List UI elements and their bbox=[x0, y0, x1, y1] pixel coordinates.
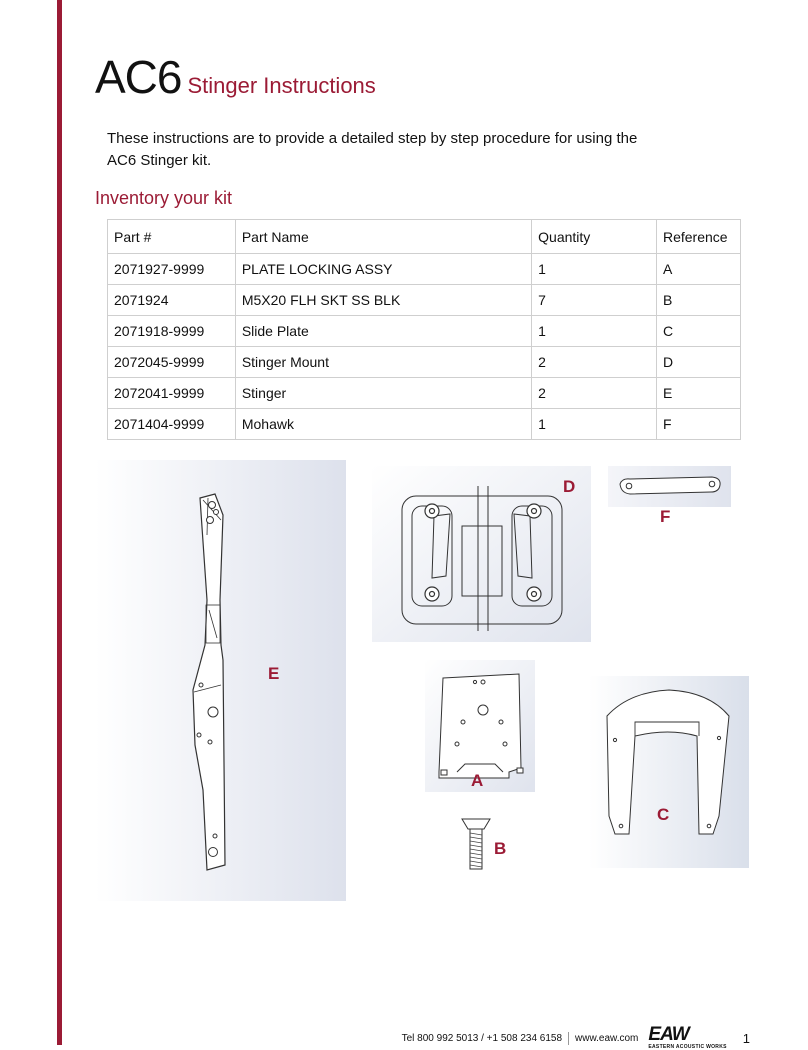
model-name: AC6 bbox=[95, 51, 182, 103]
left-accent-rule bbox=[57, 0, 62, 1045]
slide-plate-illustration bbox=[589, 676, 749, 868]
part-number-cell: 2071404-9999 bbox=[108, 409, 236, 440]
table-row bbox=[108, 285, 741, 316]
figure-label-c: C bbox=[657, 805, 670, 824]
reference-cell: B bbox=[656, 285, 740, 316]
inventory-table bbox=[107, 219, 741, 440]
page-footer bbox=[402, 1026, 750, 1050]
figure-label-f: F bbox=[660, 507, 671, 526]
figure-label-d: D bbox=[563, 477, 576, 496]
column-header-part-name: Part Name bbox=[235, 220, 531, 254]
quantity-cell: 1 bbox=[532, 316, 657, 347]
column-header-reference: Reference bbox=[656, 220, 740, 254]
eaw-logo-mark: EAW bbox=[648, 1024, 689, 1045]
column-header-part-number: Part # bbox=[108, 220, 236, 254]
page-number: 1 bbox=[742, 1030, 750, 1046]
quantity-cell: 1 bbox=[532, 409, 657, 440]
eaw-logo-tagline: EASTERN ACOUSTIC WORKS bbox=[648, 1044, 727, 1050]
table-row bbox=[108, 347, 741, 378]
part-name-cell: Mohawk bbox=[235, 409, 531, 440]
page-title bbox=[95, 50, 376, 104]
inventory-heading: Inventory your kit bbox=[95, 188, 233, 208]
quantity-cell: 7 bbox=[532, 285, 657, 316]
part-name-cell: Stinger Mount bbox=[235, 347, 531, 378]
stinger-illustration bbox=[95, 460, 346, 901]
part-number-cell: 2071918-9999 bbox=[108, 316, 236, 347]
table-row bbox=[108, 316, 741, 347]
part-name-cell: Slide Plate bbox=[235, 316, 531, 347]
part-name-cell: Stinger bbox=[235, 378, 531, 409]
reference-cell: A bbox=[656, 254, 740, 285]
figure-label-b: B bbox=[494, 839, 507, 858]
stinger-mount-illustration bbox=[372, 466, 591, 642]
intro-paragraph: These instructions are to provide a detailed step by step procedure for using the AC6 Stinger kit. bbox=[107, 130, 638, 169]
mohawk-illustration bbox=[608, 466, 731, 507]
table-header-row bbox=[108, 220, 741, 254]
eaw-logo bbox=[648, 1026, 726, 1050]
reference-cell: C bbox=[656, 316, 740, 347]
figure-label-e: E bbox=[268, 664, 280, 683]
footer-website: www.eaw.com bbox=[575, 1032, 639, 1044]
part-number-cell: 2072045-9999 bbox=[108, 347, 236, 378]
table-row bbox=[108, 378, 741, 409]
part-number-cell: 2071927-9999 bbox=[108, 254, 236, 285]
part-name-cell: PLATE LOCKING ASSY bbox=[235, 254, 531, 285]
part-number-cell: 2072041-9999 bbox=[108, 378, 236, 409]
part-number-cell: 2071924 bbox=[108, 285, 236, 316]
figure-label-a: A bbox=[471, 771, 484, 790]
column-header-quantity: Quantity bbox=[532, 220, 657, 254]
document-subtitle: Stinger Instructions bbox=[187, 73, 376, 98]
part-name-cell: M5X20 FLH SKT SS BLK bbox=[235, 285, 531, 316]
screw-illustration bbox=[460, 815, 492, 873]
table-row bbox=[108, 409, 741, 440]
reference-cell: D bbox=[656, 347, 740, 378]
quantity-cell: 2 bbox=[532, 347, 657, 378]
quantity-cell: 2 bbox=[532, 378, 657, 409]
table-row bbox=[108, 254, 741, 285]
footer-phone: Tel 800 992 5013 / +1 508 234 6158 bbox=[401, 1032, 563, 1044]
quantity-cell: 1 bbox=[532, 254, 657, 285]
reference-cell: E bbox=[656, 378, 740, 409]
reference-cell: F bbox=[656, 409, 740, 440]
footer-divider bbox=[568, 1032, 569, 1045]
